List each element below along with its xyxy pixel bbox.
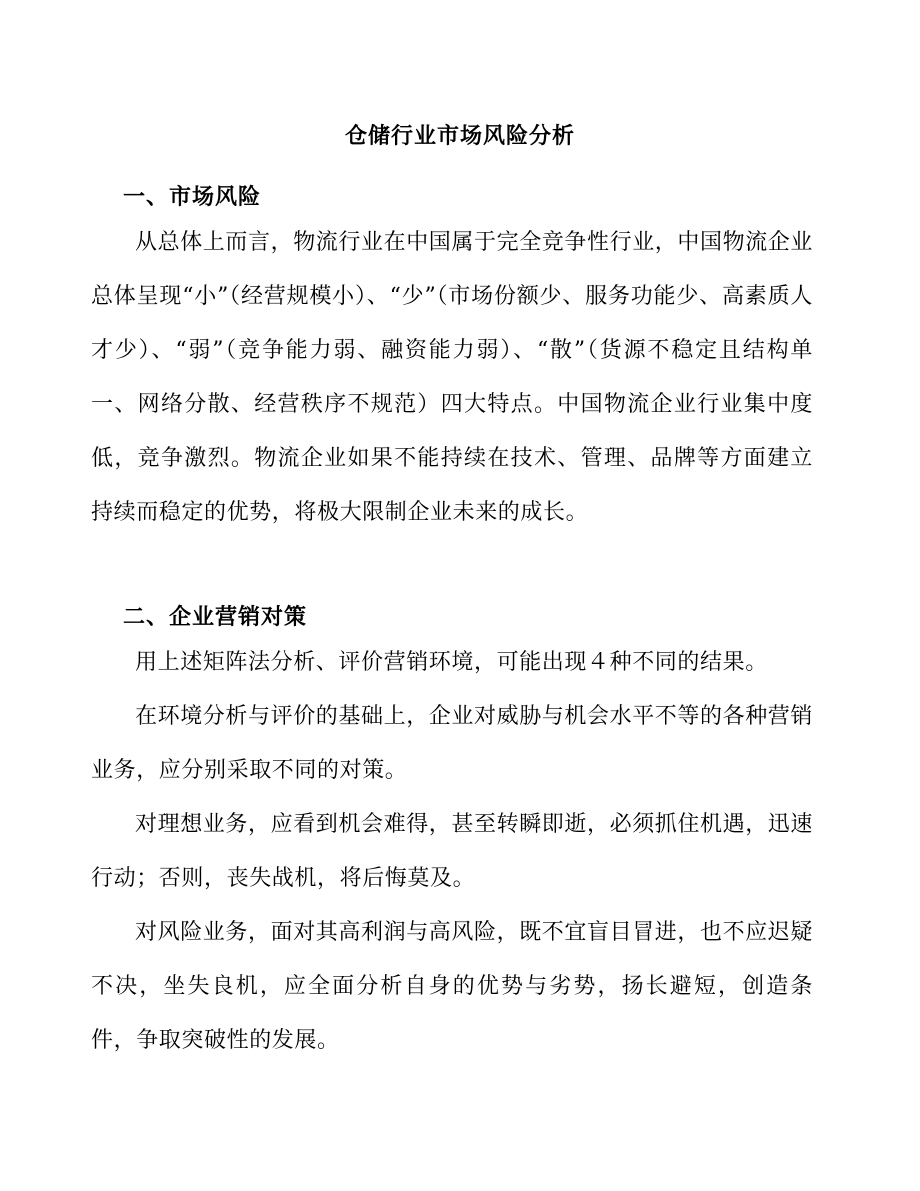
paragraph-ideal-business: 对理想业务，应看到机会难得，甚至转瞬即逝，必须抓住机遇，迅速行动；否则，丧失战机，将后悔莫及。	[91, 812, 814, 891]
paragraph-matrix-analysis: 用上述矩阵法分析、评价营销环境，可能出现４种不同的结果。	[135, 650, 768, 675]
paragraph-risk-business: 对风险业务，面对其高利润与高风险，既不宜盲目冒进，也不应迟疑不决，坐失良机，应全面分析自身的优势与劣势，扬长避短，创造条件，争取突破性的发展。	[91, 920, 814, 1053]
section-heading-market-risk: 一、市场风险	[123, 184, 262, 210]
paragraph-environment-evaluation: 在环境分析与评价的基础上，企业对威胁与机会水平不等的各种营销业务，应分别采取不同的对策。	[91, 704, 814, 783]
paragraph-market-risk: 从总体上而言，物流行业在中国属于完全竞争性行业，中国物流企业总体呈现“小”（经营规模小）、“少”（市场份额少、服务功能少、高素质人才少）、“弱”（竞争能力弱、融资能力弱）、“散”（货源不稳定且结构单一、网络分散、经营秩序不规范）四大特点。中国物流企业行业集中度低，竞争激烈。物流企业如果不能持续在技术、管理、品牌等方面建立持续而稳定的优势，将极大限制企业未来的成长。	[91, 230, 814, 525]
document-title: 仓储行业市场风险分析	[344, 123, 575, 149]
section-heading-marketing-strategy: 二、企业营销对策	[123, 604, 308, 630]
